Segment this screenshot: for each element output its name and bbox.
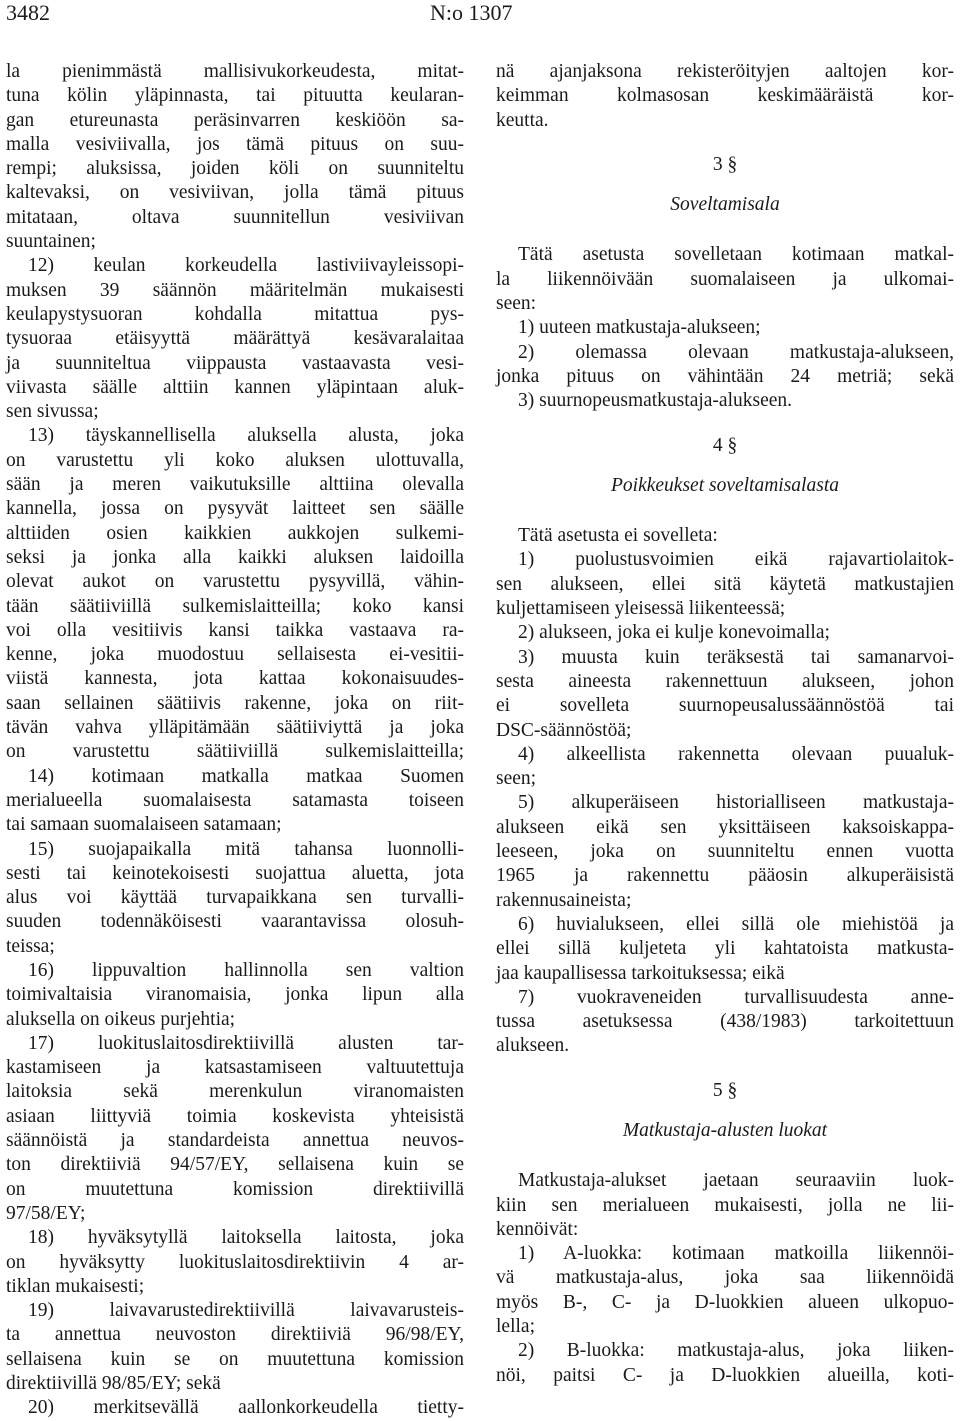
text-line: keimman kolmasosan keskimääräistä kor- — [496, 85, 954, 107]
text-line: 6) huvialukseen, ellei sillä ole miehistöä ja — [518, 913, 954, 935]
paragraph-spacer — [496, 1059, 954, 1079]
section-title: Poikkeukset soveltamisalasta — [611, 474, 839, 496]
text-line: on varustettu yli koko aluksen ulottuvalla, — [6, 449, 464, 471]
text-line: 1965 ja rakennettu pääosin alkuperäisistä — [496, 865, 954, 887]
text-line: Tätä asetusta ei sovelleta: — [518, 525, 718, 547]
text-line: 1) puolustusvoimien eikä rajavartiolaitok- — [518, 549, 954, 571]
text-line: 2) B-luokka: matkustaja-alus, joka liiken- — [518, 1340, 954, 1362]
text-line: tai samaan suomalaiseen satamaan; — [6, 814, 282, 836]
text-line: alukseen eikä sen yksittäiseen kaksoiskappa- — [496, 816, 954, 838]
text-line: teissa; — [6, 935, 55, 957]
text-line: ja suunniteltua viippausta vastaavasta vesi- — [6, 352, 464, 374]
text-line: myös B-, C- ja D-luokkien alueen ulkopuo- — [496, 1291, 954, 1313]
text-line: jonka pituus on vähintään 24 metriä; sekä — [496, 365, 954, 387]
text-line: tuna kölin yläpinnasta, tai pituutta keularan- — [6, 85, 464, 107]
text-line: aluksella on oikeus purjehtia; — [6, 1008, 236, 1030]
text-line: laitoksia sekä merenkulun viranomaisten — [6, 1081, 464, 1103]
text-line: 3) muusta kuin teräksestä tai samanarvoi- — [518, 646, 954, 668]
statute-number: N:o 1307 — [430, 0, 513, 25]
section-title: Soveltamisala — [670, 194, 780, 216]
paragraph-spacer — [496, 498, 954, 524]
text-line: rakennusaineista; — [496, 889, 632, 911]
text-line: alus voi käyttää turvapaikkana sen turvalli- — [6, 887, 464, 909]
text-line: 12) keulan korkeudella lastiviivayleissopi- — [28, 255, 464, 277]
text-line: nä ajanjaksona rekisteröityjen aaltojen kor- — [496, 61, 954, 82]
paragraph-spacer — [496, 1103, 954, 1119]
paragraph-spacer — [496, 217, 954, 243]
text-line: sään ja meren vaikutuksille alttiina olevalla — [6, 474, 464, 496]
text-line: kannella, jossa on pysyvät laitteet sen säälle — [6, 498, 464, 520]
text-line: 4) alkeellista rakennetta olevaan puualuk- — [518, 743, 954, 765]
text-line: ton direktiiviä 94/57/EY, sellaisena kuin se — [6, 1154, 464, 1176]
text-line: la pienimmästä mallisivukorkeudesta, mitat- — [6, 61, 464, 82]
text-line: keutta. — [496, 109, 549, 131]
text-line: 2) olemassa olevaan matkustaja-alukseen, — [518, 341, 954, 363]
page-number: 3482 — [6, 0, 50, 25]
text-line: toimivaltaisia viranomaisia, jonka lipun alla — [6, 984, 464, 1006]
text-line: alttiiden osien kaikkien aukkojen sulkemi- — [6, 522, 464, 544]
text-line: on hyväksytty luokituslaitosdirektiivin 4 ar- — [6, 1251, 464, 1273]
text-line: viivasta säälle alttiin kannen yläpintaan aluk- — [6, 376, 464, 398]
paragraph-spacer — [496, 414, 954, 434]
section-number: 4 § — [712, 434, 738, 456]
text-line: la liikennöivään suomalaiseen ja ulkomai- — [496, 268, 954, 290]
text-line: sellaisena kuin se on muutettuna komission — [6, 1348, 464, 1370]
text-line: tysuoraa etäisyyttä määrättyä kesävaralaitaa — [6, 328, 464, 350]
text-line: ta annettua neuvoston direktiiviä 96/98/EY, — [6, 1324, 464, 1346]
text-line: 17) luokituslaitosdirektiivillä alusten tar- — [28, 1032, 464, 1054]
text-line: sen sivussa; — [6, 401, 99, 423]
text-line: tiklan mukaisesti; — [6, 1275, 145, 1297]
text-line: seksi ja jonka alla kaikki aluksen laidoilla — [6, 546, 464, 568]
text-line: saan sellainen säätiivis rakenne, joka on riit- — [6, 692, 464, 714]
section-title: Matkustaja-alusten luokat — [622, 1119, 828, 1141]
text-line: on varustettu säätiiviillä sulkemislaitteilla; — [6, 741, 464, 763]
text-line: kastamiseen ja katsastamiseen valtuutettuja — [6, 1057, 464, 1079]
text-line: jaa kaupallisessa tarkoituksessa; eikä — [496, 962, 785, 984]
text-line: ei sovelleta suurnopeusalussäännöstöä tai — [496, 695, 954, 717]
text-line: merialueella suomalaisesta satamasta toiseen — [6, 789, 464, 811]
text-line: 19) laivavarustedirektiivillä laivavarusteis- — [28, 1300, 464, 1322]
text-line: mitataan, oltava suunnitellun vesiviivan — [6, 206, 464, 228]
text-line: rempi; aluksissa, joiden köli on suunniteltu — [6, 158, 464, 180]
text-line: 2) alukseen, joka ei kulje konevoimalla; — [518, 622, 830, 644]
text-line: on muutettuna komission direktiivillä — [6, 1178, 464, 1200]
text-line: gan etureunasta peräsinvarren keskiöön sa- — [6, 109, 464, 131]
text-line: 16) lippuvaltion hallinnolla sen valtion — [28, 959, 464, 981]
page-header — [0, 0, 960, 30]
paragraph-spacer — [496, 133, 954, 153]
text-line: alukseen. — [496, 1035, 570, 1057]
text-line: 1) A-luokka: kotimaan matkoilla liikennöi- — [518, 1243, 954, 1265]
text-line: leeseen, joka on suunniteltu ennen vuotta — [496, 841, 954, 863]
text-line: suuden todennäköisesti vaarantavissa olosuh- — [6, 911, 464, 933]
text-line: Matkustaja-alukset jaetaan seuraaviin luok- — [518, 1170, 954, 1192]
section-number: 5 § — [712, 1079, 738, 1101]
text-line: sesta aineesta rakennettuun alukseen, johon — [496, 670, 954, 692]
text-line: lella; — [496, 1316, 535, 1338]
text-line: 14) kotimaan matkalla matkaa Suomen — [28, 765, 464, 787]
paragraph-spacer — [496, 458, 954, 474]
text-line: tävän vahva ylläpitämään säätiiviyttä ja joka — [6, 717, 464, 739]
section-number: 3 § — [712, 153, 738, 175]
text-line: sen alukseen, ellei sitä käytetä matkustajien — [496, 573, 954, 595]
text-line: kiin sen merialueen mukaisesti, jolla ne lii- — [496, 1194, 954, 1216]
text-line: viistä kannesta, jota kattaa kokonaisuudes- — [6, 668, 464, 690]
text-line: voi olla vesitiivis kansi taikka vastaava ra- — [6, 619, 464, 641]
text-line: 18) hyväksytyllä laitoksella laitosta, joka — [28, 1227, 464, 1249]
text-line: säännöistä ja standardeista annettua neuvos- — [6, 1130, 464, 1152]
text-line: seen: — [496, 293, 537, 315]
text-line: 7) vuokraveneiden turvallisuudesta anne- — [518, 986, 954, 1008]
text-line: tussa asetuksessa (438/1983) tarkoitettuun — [496, 1011, 954, 1033]
text-line: kenne, joka muodostuu sellaisesta ei-vesitii- — [6, 644, 464, 666]
paragraph-spacer — [496, 177, 954, 193]
text-line: olevat aukot on varustettu pysyvillä, vähin- — [6, 571, 464, 593]
text-line: 1) uuteen matkustaja-alukseen; — [518, 317, 761, 339]
text-line: malla vesiviivalla, jos tämä pituus on suu- — [6, 133, 464, 155]
left-text-column — [6, 60, 464, 1421]
text-line: asiaan liittyviä toimia koskevista yhteisistä — [6, 1105, 464, 1127]
right-text-column — [496, 60, 954, 1388]
text-line: Tätä asetusta sovelletaan kotimaan matkal- — [518, 244, 954, 266]
text-line: keulapystysuoran kohdalla mitattua pys- — [6, 303, 464, 325]
text-line: 3) suurnopeusmatkustaja-alukseen. — [518, 390, 793, 412]
text-line: nöi, paitsi C- ja D-luokkien alueilla, koti- — [496, 1364, 954, 1386]
text-line: vä matkustaja-alus, joka saa liikennöidä — [496, 1267, 954, 1289]
paragraph-spacer — [496, 1143, 954, 1169]
text-line: 15) suojapaikalla mitä tahansa luonnolli- — [28, 838, 464, 860]
text-line: seen; — [496, 768, 537, 790]
text-line: kaltevaksi, on vesiviivan, jolla tämä pituus — [6, 182, 464, 204]
text-line: 20) merkitsevällä aallonkorkeudella tietty- — [28, 1397, 464, 1419]
text-line: 5) alkuperäiseen historialliseen matkustaja- — [518, 792, 954, 814]
text-line: kennöivät: — [496, 1218, 579, 1240]
text-line: 97/58/EY; — [6, 1202, 86, 1224]
text-line: tään säätiiviillä sulkemislaitteilla; koko kansi — [6, 595, 464, 617]
text-line: direktiivillä 98/85/EY; sekä — [6, 1373, 221, 1395]
text-line: kuljettamiseen yleisessä liikenteessä; — [496, 598, 786, 620]
text-line: 13) täyskannellisella aluksella alusta, joka — [28, 425, 464, 447]
text-line: sesti tai keinotekoisesti suojattua aluetta, jota — [6, 862, 464, 884]
text-line: DSC-säännöstöä; — [496, 719, 632, 741]
text-line: ellei sillä kuljeteta yli kahtatoista matkusta- — [496, 938, 954, 960]
text-line: muksen 39 säännön määritelmän mukaisesti — [6, 279, 464, 301]
text-line: suuntainen; — [6, 231, 96, 253]
